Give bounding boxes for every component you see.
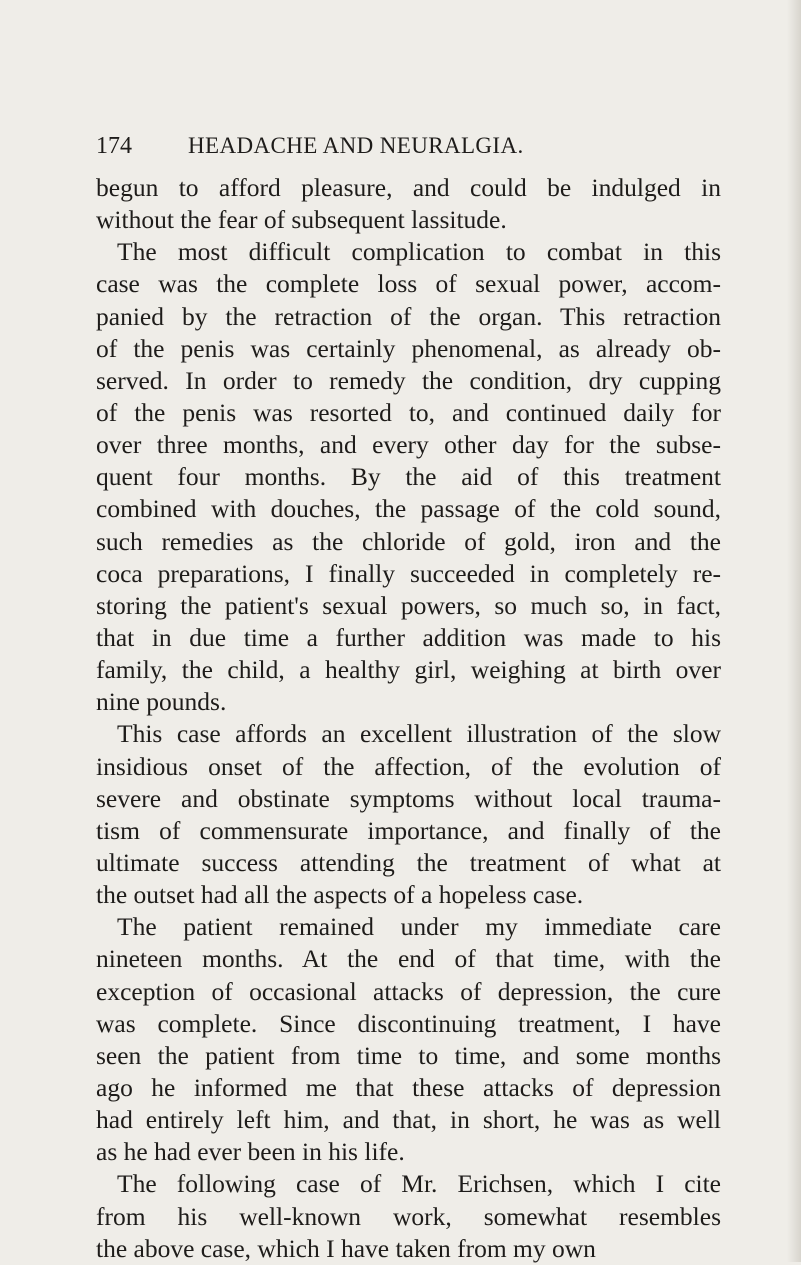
text-line: served. In order to remedy the condition, dry cupping — [96, 365, 721, 395]
text-line: The following case of Mr. Erichsen, which I cite — [117, 1169, 721, 1199]
text-line: This case affords an excellent illustration of the slow — [117, 719, 721, 749]
body-text — [96, 172, 721, 1265]
running-title: HEADACHE AND NEURALGIA. — [188, 133, 524, 158]
text-line: seen the patient from time to time, and some months — [96, 1040, 721, 1070]
text-line: exception of occasional attacks of depression, the cure — [96, 976, 721, 1006]
text-line: combined with douches, the passage of the cold sound, — [96, 494, 721, 524]
paragraph — [96, 1168, 721, 1264]
text-line: coca preparations, I finally succeeded in completely re- — [96, 558, 721, 588]
text-line: as he had ever been in his life. — [96, 1137, 405, 1167]
text-line: was complete. Since discontinuing treatment, I have — [96, 1008, 721, 1038]
text-line: family, the child, a healthy girl, weighing at birth over — [96, 655, 721, 685]
text-line: case was the complete loss of sexual power, accom- — [96, 269, 721, 299]
text-line: storing the patient's sexual powers, so much so, in fact, — [96, 590, 721, 620]
text-line: of the penis was resorted to, and continued daily for — [96, 397, 721, 427]
text-line: that in due time a further addition was made to his — [96, 622, 721, 652]
page-number: 174 — [96, 133, 132, 159]
text-line: The most difficult complication to combat in this — [117, 237, 721, 267]
text-line: nine pounds. — [96, 687, 227, 717]
paragraph — [96, 718, 721, 911]
paragraph — [96, 172, 721, 236]
text-line: quent four months. By the aid of this treatment — [96, 462, 721, 492]
page-edge-shadow — [787, 0, 801, 1262]
paragraph — [96, 911, 721, 1168]
text-line: severe and obstinate symptoms without local trauma- — [96, 783, 721, 813]
text-line: tism of commensurate importance, and finally of the — [96, 815, 721, 845]
text-line: ago he informed me that these attacks of depression — [96, 1072, 721, 1102]
text-line: had entirely left him, and that, in short, he was as well — [96, 1105, 721, 1135]
text-line: The patient remained under my immediate care — [117, 912, 721, 942]
text-line: nineteen months. At the end of that time, with the — [96, 944, 721, 974]
text-line: the above case, which I have taken from my own — [96, 1233, 596, 1263]
text-line: over three months, and every other day for the subse- — [96, 430, 721, 460]
text-line: without the fear of subsequent lassitude. — [96, 205, 507, 235]
page-header — [96, 130, 716, 162]
text-line: panied by the retraction of the organ. This retraction — [96, 301, 721, 331]
text-line: of the penis was certainly phenomenal, as already ob- — [96, 333, 721, 363]
text-line: from his well-known work, somewhat resembles — [96, 1201, 721, 1231]
paragraph — [96, 236, 721, 718]
text-line: insidious onset of the affection, of the evolution of — [96, 751, 721, 781]
text-line: the outset had all the aspects of a hopeless case. — [96, 880, 584, 910]
text-line: begun to afford pleasure, and could be indulged in — [96, 173, 721, 202]
text-line: ultimate success attending the treatment of what at — [96, 847, 721, 877]
text-line: such remedies as the chloride of gold, iron and the — [96, 526, 721, 556]
